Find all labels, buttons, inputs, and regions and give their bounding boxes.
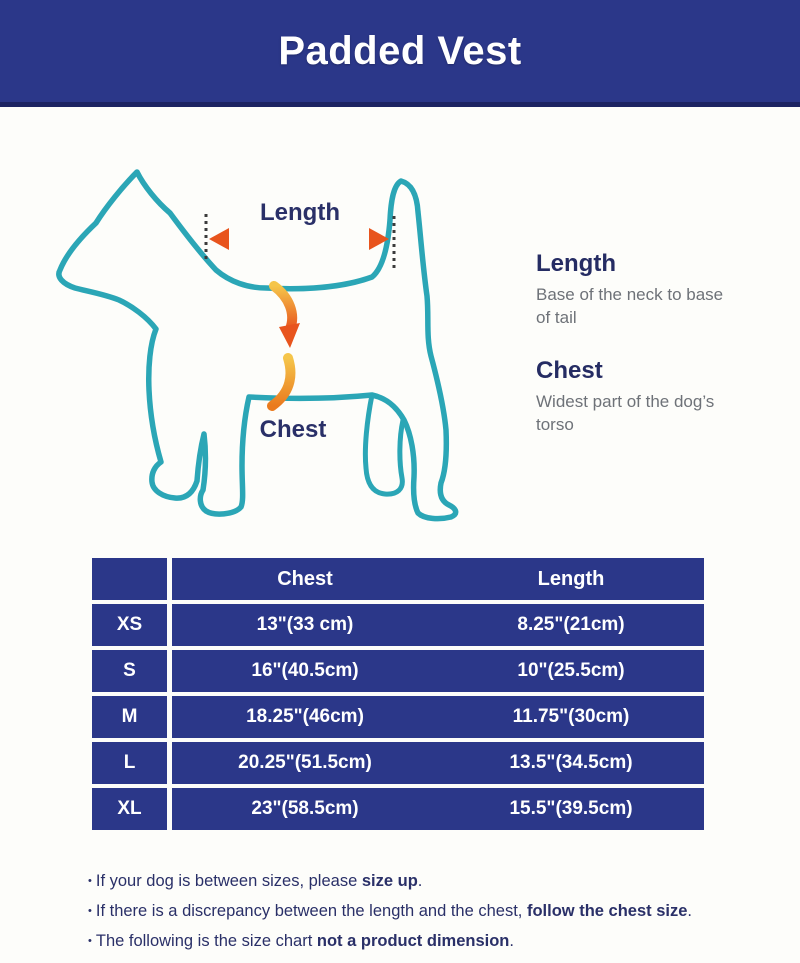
xs-chest-value: 13"(33 cm)	[256, 614, 354, 635]
col-header-length: Length	[537, 567, 605, 590]
legend-def-chest: Widest part of the dog’s torso	[536, 392, 715, 434]
size-col-header-empty	[92, 558, 167, 600]
note-discrepancy: • If there is a discrepancy between the length and the chest, follow the chest size.	[88, 902, 693, 920]
xl-chest-value: 23"(58.5cm)	[251, 798, 359, 819]
bullet-icon: •	[88, 905, 92, 917]
xs-length-value: 8.25"(21cm)	[517, 614, 625, 635]
col-header-chest: Chest	[277, 567, 333, 590]
legend-def-length: Base of the neck to base of tail	[536, 285, 724, 327]
title-bar	[0, 0, 800, 107]
l-length-value: 13.5"(34.5cm)	[509, 752, 633, 773]
table-row-s	[172, 650, 704, 692]
xl-length-value: 15.5"(39.5cm)	[509, 798, 633, 819]
table-row-xl	[172, 788, 704, 830]
bullet-icon: •	[88, 935, 92, 947]
note-not-product-dimension: • The following is the size chart not a product dimension.	[88, 932, 514, 950]
footnotes	[88, 872, 692, 962]
legend-term-length: Length	[536, 250, 616, 277]
s-length-value: 10"(25.5cm)	[517, 660, 625, 681]
m-chest-value: 18.25"(46cm)	[246, 706, 364, 727]
legend-item-length	[536, 250, 731, 329]
l-chest-value: 20.25"(51.5cm)	[238, 752, 372, 773]
page-title: Padded Vest	[278, 28, 522, 73]
length-arrow-icon	[209, 228, 389, 250]
note-size-up: • If your dog is between sizes, please size up.	[88, 872, 423, 890]
table-row-l	[172, 742, 704, 784]
table-header-row	[172, 558, 704, 600]
bullet-icon: •	[88, 875, 92, 887]
s-chest-value: 16"(40.5cm)	[251, 660, 359, 681]
chest-arrow-label: Chest	[259, 416, 327, 443]
legend-item-chest	[536, 357, 731, 436]
size-label-s: S	[92, 650, 167, 692]
size-label-l: L	[92, 742, 167, 784]
size-label-xs: XS	[92, 604, 167, 646]
table-row-m	[172, 696, 704, 738]
chest-arrow-icon	[272, 286, 300, 406]
size-table	[92, 558, 704, 830]
measurement-legend	[536, 250, 731, 464]
size-label-xl: XL	[92, 788, 167, 830]
size-label-m: M	[92, 696, 167, 738]
m-length-value: 11.75"(30cm)	[512, 706, 630, 727]
table-row-xs	[172, 604, 704, 646]
legend-term-chest: Chest	[536, 357, 603, 384]
length-arrow-label: Length	[260, 199, 340, 226]
